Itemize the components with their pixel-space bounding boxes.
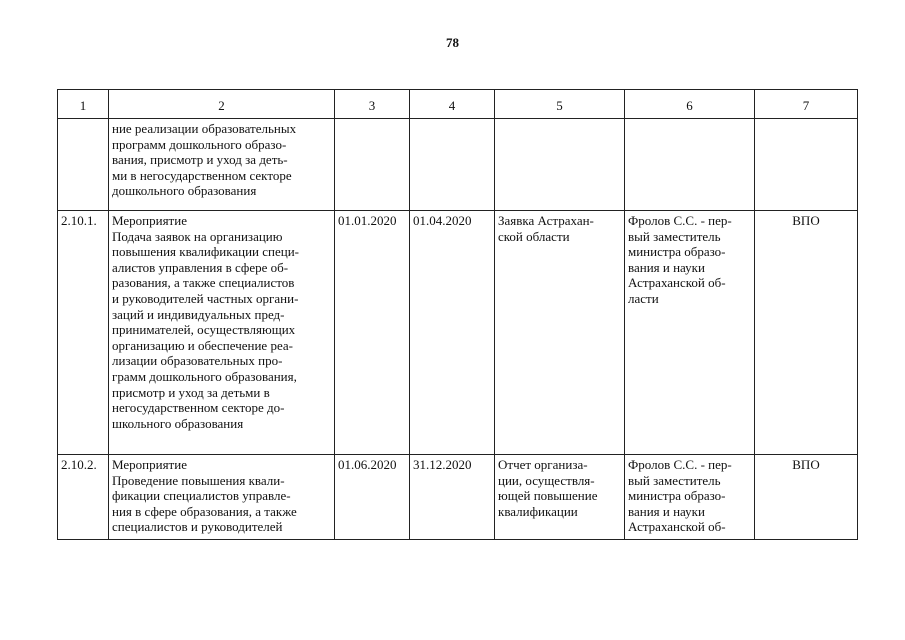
column-header: 2 — [109, 90, 335, 119]
responsible-person — [625, 119, 755, 211]
item-description: Мероприятие Проведение повышения квали- фикации специалистов управле- ния в сфере образования, а также специалистов и руководителей — [109, 455, 335, 540]
column-header: 4 — [410, 90, 495, 119]
start-date: 01.01.2020 — [335, 211, 410, 455]
column-header: 7 — [755, 90, 858, 119]
item-description: ние реализации образовательных программ дошкольного образо- вания, присмотр и уход за деть- ми в негосударственном секторе дошкольного образования — [109, 119, 335, 211]
result-document: Отчет организа- ции, осуществля- ющей повышение квалификации — [495, 455, 625, 540]
result-document — [495, 119, 625, 211]
start-date: 01.06.2020 — [335, 455, 410, 540]
funding-source: ВПО — [755, 211, 858, 455]
responsible-person: Фролов С.С. - пер- вый заместитель министра образо- вания и науки Астраханской об- — [625, 455, 755, 540]
measures-table — [57, 89, 858, 540]
table-row — [58, 455, 858, 540]
page-number: 78 — [446, 35, 459, 50]
table-row — [58, 119, 858, 211]
item-description: Мероприятие Подача заявок на организацию повышения квалификации специ- алистов управления в сфере об- разования, а также специалистов и руководителей частных органи- заций и индивидуальных пред- принимателей, осуществляющих организацию и обеспечение реа- лизации образовательных про- грамм дошкольного образования, присмотр и уход за детьми в негосударственном секторе до- школьного образования — [109, 211, 335, 455]
item-number — [58, 119, 109, 211]
result-document: Заявка Астрахан- ской области — [495, 211, 625, 455]
end-date — [410, 119, 495, 211]
responsible-person: Фролов С.С. - пер- вый заместитель министра образо- вания и науки Астраханской об- ласти — [625, 211, 755, 455]
end-date: 31.12.2020 — [410, 455, 495, 540]
funding-source: ВПО — [755, 455, 858, 540]
column-header: 1 — [58, 90, 109, 119]
start-date — [335, 119, 410, 211]
column-header: 5 — [495, 90, 625, 119]
item-number: 2.10.1. — [58, 211, 109, 455]
item-number: 2.10.2. — [58, 455, 109, 540]
column-header: 3 — [335, 90, 410, 119]
table-header-row — [58, 90, 858, 119]
funding-source — [755, 119, 858, 211]
end-date: 01.04.2020 — [410, 211, 495, 455]
column-header: 6 — [625, 90, 755, 119]
table-row — [58, 211, 858, 455]
